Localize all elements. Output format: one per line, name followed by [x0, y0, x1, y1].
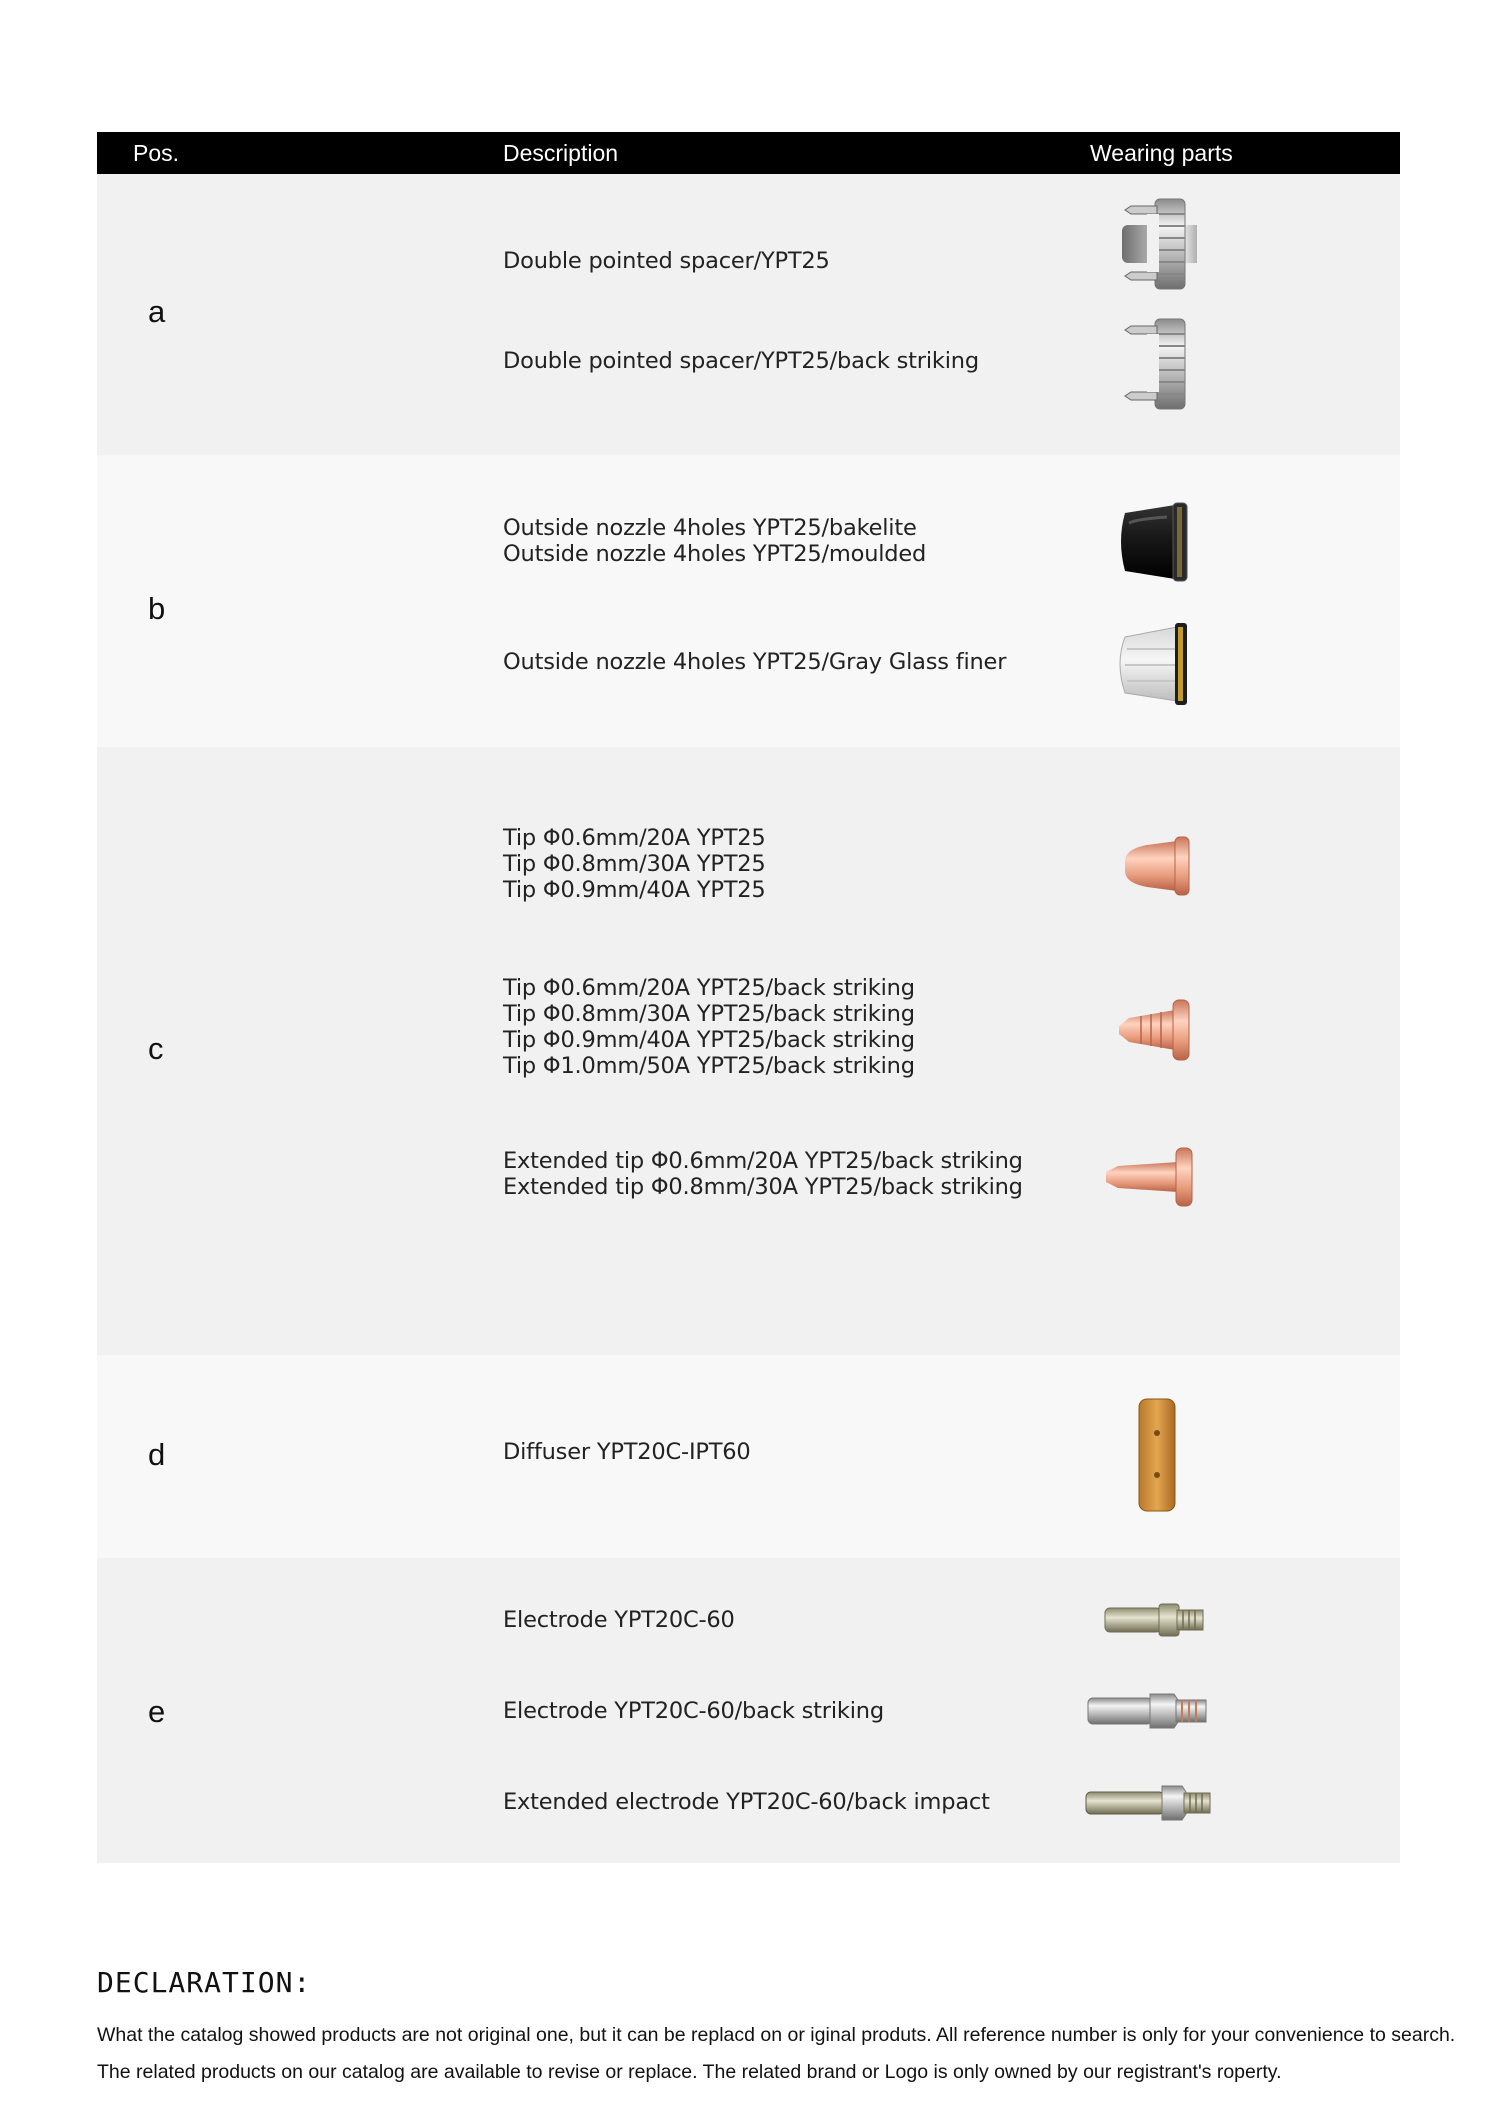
description: Outside nozzle 4holes YPT25/bakelite Outside nozzle 4holes YPT25/moulded: [503, 515, 927, 567]
table-row-e: [97, 1558, 1400, 1863]
black-nozzle-icon: [1107, 493, 1203, 589]
description: Double pointed spacer/YPT25/back striking: [503, 348, 979, 374]
electrode-back-striking-icon: [1082, 1686, 1222, 1736]
pos-label: b: [148, 591, 166, 626]
description: Extended tip Φ0.6mm/20A YPT25/back striking Extended tip Φ0.8mm/30A YPT25/back striking: [503, 1148, 1023, 1200]
description: Electrode YPT20C-60: [503, 1607, 735, 1633]
declaration-title: DECLARATION:: [97, 1966, 312, 1999]
electrode-icon: [1097, 1598, 1217, 1642]
pos-label: e: [148, 1694, 166, 1729]
description: Tip Φ0.6mm/20A YPT25 Tip Φ0.8mm/30A YPT25 Tip Φ0.9mm/40A YPT25: [503, 825, 766, 903]
pos-label: a: [148, 294, 166, 329]
diffuser-icon: [1127, 1395, 1187, 1515]
gray-nozzle-icon: [1107, 615, 1203, 711]
table-row-c: [97, 747, 1400, 1355]
parts-table: [97, 132, 1400, 1863]
description: Extended electrode YPT20C-60/back impact: [503, 1789, 990, 1815]
pos-label: c: [148, 1031, 164, 1066]
table-row-d: [97, 1355, 1400, 1558]
description: Double pointed spacer/YPT25: [503, 248, 830, 274]
spacer-icon: [1117, 194, 1197, 294]
description: Electrode YPT20C-60/back striking: [503, 1698, 884, 1724]
header-pos: Pos.: [133, 140, 180, 166]
declaration-line-1: What the catalog showed products are not original one, but it can be replacd on or iginal produts. All reference number is only for your convenience to search.: [97, 2024, 1456, 2046]
table-row-a: [97, 174, 1400, 455]
tip-icon: [1115, 992, 1205, 1068]
table-row-b: [97, 455, 1400, 747]
description: Diffuser YPT20C-IPT60: [503, 1439, 751, 1465]
pos-label: d: [148, 1437, 166, 1472]
header-description: Description: [503, 140, 619, 166]
declaration-line-2: The related products on our catalog are available to revise or replace. The related brand or Logo is only owned by our registrant's roperty.: [97, 2061, 1282, 2083]
description: Outside nozzle 4holes YPT25/Gray Glass finer: [503, 649, 1007, 675]
extended-tip-icon: [1102, 1142, 1212, 1212]
short-tip-icon: [1117, 831, 1197, 901]
description: Tip Φ0.6mm/20A YPT25/back striking Tip Φ0.8mm/30A YPT25/back striking Tip Φ0.9mm/40A YPT25/back striking Tip Φ1.0mm/50A YPT25/back striking: [503, 975, 915, 1079]
table-header: [97, 132, 1400, 174]
header-wearing-parts: Wearing parts: [1090, 140, 1233, 166]
extended-electrode-icon: [1082, 1780, 1222, 1826]
spacer-icon: [1117, 314, 1197, 414]
